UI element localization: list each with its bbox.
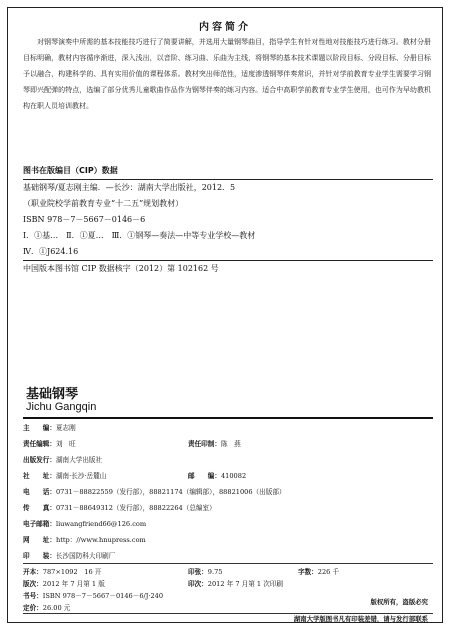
postcode-value: 410082	[220, 472, 247, 480]
address-label: 社 址：	[23, 472, 56, 480]
address-row	[23, 470, 106, 480]
phone-label: 电 话：	[23, 488, 56, 496]
sheets-value: 9.75	[207, 568, 223, 576]
format-value: 787×1092 16 开	[42, 568, 102, 576]
sheets-row	[188, 566, 222, 576]
publisher-label: 出版发行：	[23, 456, 56, 464]
price-label: 定价：	[23, 604, 43, 612]
website-label: 网 址：	[23, 536, 56, 544]
format-label: 开本：	[23, 568, 43, 576]
printing-row	[188, 578, 283, 588]
fax-value: 0731－88649312（发行部），88822264（总编室）	[55, 504, 216, 512]
words-label: 字数：	[298, 568, 318, 576]
fax-label: 传 真：	[23, 504, 56, 512]
resp-editor-value: 刘 旺	[55, 440, 76, 448]
book-title: 基础钢琴	[26, 387, 79, 402]
resp-print-value: 陈 燕	[220, 440, 241, 448]
colophon-top-rule	[23, 417, 433, 419]
book-pinyin: Jichu Gangqin	[26, 401, 97, 413]
copyright-page	[7, 7, 443, 623]
edition-value: 2012 年 7 月第 1 版	[42, 580, 105, 588]
editor-label: 主 编：	[23, 424, 56, 432]
publisher-row	[23, 454, 102, 464]
cip-line-1: 基础钢琴/夏志刚主编．—长沙：湖南大学出版社，2012．5	[23, 183, 236, 192]
edition-label: 版次：	[23, 580, 43, 588]
words-row	[298, 566, 339, 576]
address-value: 湖南·长沙·岳麓山	[55, 472, 107, 480]
summary-body: 对钢琴演奏中所需的基本技能技巧进行了简要讲解，并选用大量钢琴曲目，指导学生有针对性地对技能技巧进行练习。教材分册目标明确，教材内容循序渐进，深入浅出，以音阶、练习曲、乐曲为主线，将钢琴的基本技术课题以阶段目标、分段目标、分册目标予以融合，构建科学的、具有实用价值的课程体系。教材突出师范性，适度渗透钢琴伴奏常识，并针对学前教育专业学生需要学习钢琴即兴配弹的特点，选编了部分优秀儿童歌曲作品作为钢琴伴奏的练习内容。适合中高职学前教育专业学生使用，也可作为早幼教机构在职人员培训教材。	[23, 38, 431, 110]
isbn-value: ISBN 978－7－5667－0146－6/J·240	[42, 592, 164, 600]
cip-line-3: ISBN 978－7－5667－0146－6	[23, 215, 146, 224]
resp-print-label: 责任印制：	[188, 440, 221, 448]
editor-value: 夏志刚	[55, 424, 76, 432]
price-row	[23, 602, 70, 612]
rights-notice: 版权所有，盗版必究	[370, 598, 428, 606]
sheets-label: 印张：	[188, 568, 208, 576]
cip-heading: 图书在版编目（CIP）数据	[23, 166, 118, 175]
website-value: http：//www.hnupress.com	[55, 536, 146, 544]
email-row	[23, 518, 146, 528]
specs-top-rule	[23, 563, 433, 564]
edition-row	[23, 578, 105, 588]
summary-title: 内容简介	[199, 22, 251, 33]
cip-line-5: Ⅳ．①J624.16	[23, 247, 79, 256]
cip-line-2: （职业院校学前教育专业“十二五”规划教材）	[23, 199, 184, 208]
isbn-row	[23, 590, 163, 600]
cip-line-4: Ⅰ．①基… Ⅱ．①夏… Ⅲ．①钢琴—奏法—中等专业学校—教材	[23, 231, 256, 240]
printer-value: 长沙国防科大印刷厂	[55, 552, 116, 560]
printing-value: 2012 年 7 月第 1 次印刷	[207, 580, 283, 588]
email-value: liuwangfriend66@126.com	[55, 520, 147, 528]
postcode-row	[188, 470, 246, 480]
printer-label: 印 装：	[23, 552, 56, 560]
website-row	[23, 534, 146, 544]
phone-value: 0731－88822559（发行部），88821174（编辑部），88821006（出版部）	[55, 488, 286, 496]
error-notice: 湖南大学版图书凡有印装差错，请与发行部联系	[293, 615, 428, 623]
cip-block	[23, 163, 433, 277]
printer-row	[23, 550, 115, 560]
printing-label: 印次：	[188, 580, 208, 588]
isbn-label: 书号：	[23, 592, 43, 600]
cip-number-line: 中国版本图书馆 CIP 数据核字（2012）第 102162 号	[23, 264, 219, 273]
phone-row	[23, 486, 286, 496]
editor-row	[23, 422, 76, 432]
words-value: 226 千	[317, 568, 340, 576]
resp-editor-row	[23, 438, 76, 448]
price-value: 26.00 元	[42, 604, 71, 612]
email-label: 电子邮箱：	[23, 520, 56, 528]
publisher-value: 湖南大学出版社	[55, 456, 103, 464]
fax-row	[23, 502, 216, 512]
format-row	[23, 566, 101, 576]
resp-editor-label: 责任编辑：	[23, 440, 56, 448]
resp-print-row	[188, 438, 241, 448]
postcode-label: 邮 编：	[188, 472, 221, 480]
